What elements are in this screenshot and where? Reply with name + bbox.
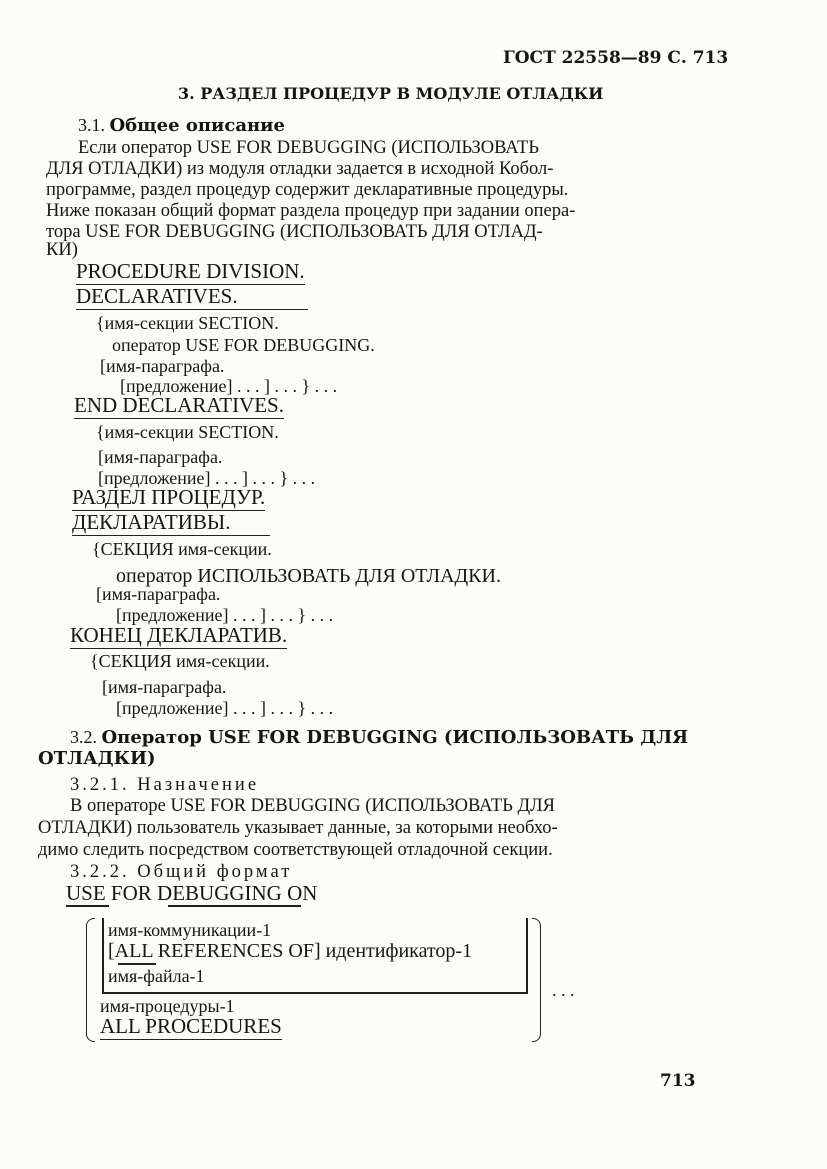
keyword-underline xyxy=(118,963,156,965)
option-file-name: имя-файла-1 xyxy=(108,966,205,986)
heading-number: 3.1. xyxy=(78,115,105,135)
format-line-section: {имя-секции SECTION. xyxy=(96,422,279,442)
paragraph-line: димо следить посредством соответствующей отладочной секции. xyxy=(38,840,553,860)
format-line-razdel-procedur: РАЗДЕЛ ПРОЦЕДУР. xyxy=(72,485,266,509)
section-title: 3. РАЗДЕЛ ПРОЦЕДУР В МОДУЛЕ ОТЛАДКИ xyxy=(178,84,604,103)
subsection-heading-3-1 xyxy=(78,115,285,136)
format-line-declaratives: DECLARATIVES. xyxy=(76,284,308,310)
keyword-underline xyxy=(168,905,301,907)
option-all-procedures: ALL PROCEDURES xyxy=(100,1014,282,1038)
running-header: ГОСТ 22558—89 С. 713 xyxy=(503,48,729,68)
format-line-sentence: [предложение] . . . ] . . . } . . . xyxy=(120,376,338,396)
format-line-section: {имя-секции SECTION. xyxy=(96,313,279,333)
option-procedure-name: имя-процедуры-1 xyxy=(100,996,235,1016)
format-line-sentence: [предложение] . . . ] . . . } . . . xyxy=(116,698,334,718)
paragraph-line: В операторе USE FOR DEBUGGING (ИСПОЛЬЗОВАТЬ ДЛЯ xyxy=(70,796,555,816)
format-line-sentence: [предложение] . . . ] . . . } . . . xyxy=(116,605,334,625)
inner-bracket-left xyxy=(102,918,104,994)
format-line-use-for-debugging xyxy=(66,881,317,906)
paragraph-line: ОТЛАДКИ) пользователь указывает данные, за которыми необхо- xyxy=(38,818,558,838)
format-line-paragraph: [имя-параграфа. xyxy=(98,447,223,467)
option-communication-name: имя-коммуникации-1 xyxy=(108,920,272,940)
keyword-underline xyxy=(66,905,109,907)
format-line-paragraph: [имя-параграфа. xyxy=(100,356,225,376)
heading-continuation: ОТЛАДКИ) xyxy=(38,748,156,769)
subsection-heading-3-2-1: 3.2.1. Назначение xyxy=(70,775,260,795)
format-line-paragraph: [имя-параграфа. xyxy=(96,584,221,604)
repeat-ellipsis: . . . xyxy=(552,980,575,1000)
format-text: USE FOR DEBUGGING ON xyxy=(66,881,318,905)
left-brace xyxy=(86,918,95,1042)
format-line-procedure-division: PROCEDURE DIVISION. xyxy=(76,259,305,283)
paragraph-line: Ниже показан общий формат раздела процедур при задании опера- xyxy=(46,201,576,221)
paragraph-line: КИ) xyxy=(46,240,78,260)
paragraph-line: ДЛЯ ОТЛАДКИ) из модуля отладки задается в исходной Кобол- xyxy=(46,159,554,179)
format-line-paragraph: [имя-параграфа. xyxy=(102,677,227,697)
format-line-use: оператор USE FOR DEBUGGING. xyxy=(112,335,375,355)
heading-number: 3.2. xyxy=(70,727,97,747)
paragraph-line: тора USE FOR DEBUGGING (ИСПОЛЬЗОВАТЬ ДЛЯ ОТЛАД- xyxy=(46,222,543,242)
paragraph-line: программе, раздел процедур содержит декларативные процедуры. xyxy=(46,180,569,200)
option-all-references xyxy=(108,940,472,963)
paragraph-line: Если оператор USE FOR DEBUGGING (ИСПОЛЬЗОВАТЬ xyxy=(78,138,539,158)
format-line-sekciya: {СЕКЦИЯ имя-секции. xyxy=(90,651,270,671)
format-line-konec-deklarativ: КОНЕЦ ДЕКЛАРАТИВ. xyxy=(70,623,288,647)
format-line-sekciya: {СЕКЦИЯ имя-секции. xyxy=(92,539,272,559)
subsection-heading-3-2 xyxy=(70,727,688,748)
option-text: [ALL REFERENCES OF] идентификатор-1 xyxy=(108,940,473,962)
format-line-sentence: [предложение] . . . ] . . . } . . . xyxy=(98,468,316,488)
format-line-operator: оператор ИСПОЛЬЗОВАТЬ ДЛЯ ОТЛАДКИ. xyxy=(116,565,501,587)
page-number: 713 xyxy=(660,1071,696,1091)
heading-text: Оператор USE FOR DEBUGGING (ИСПОЛЬЗОВАТЬ ДЛЯ xyxy=(101,727,689,748)
format-line-end-declaratives: END DECLARATIVES. xyxy=(74,393,284,417)
format-line-deklarativy: ДЕКЛАРАТИВЫ. xyxy=(72,510,270,536)
subsection-heading-3-2-2: 3.2.2. Общий формат xyxy=(70,862,293,882)
right-brace xyxy=(532,918,541,1042)
inner-bracket-right xyxy=(526,918,528,994)
inner-bracket-bottom xyxy=(102,992,527,994)
heading-text: Общее описание xyxy=(109,115,285,136)
